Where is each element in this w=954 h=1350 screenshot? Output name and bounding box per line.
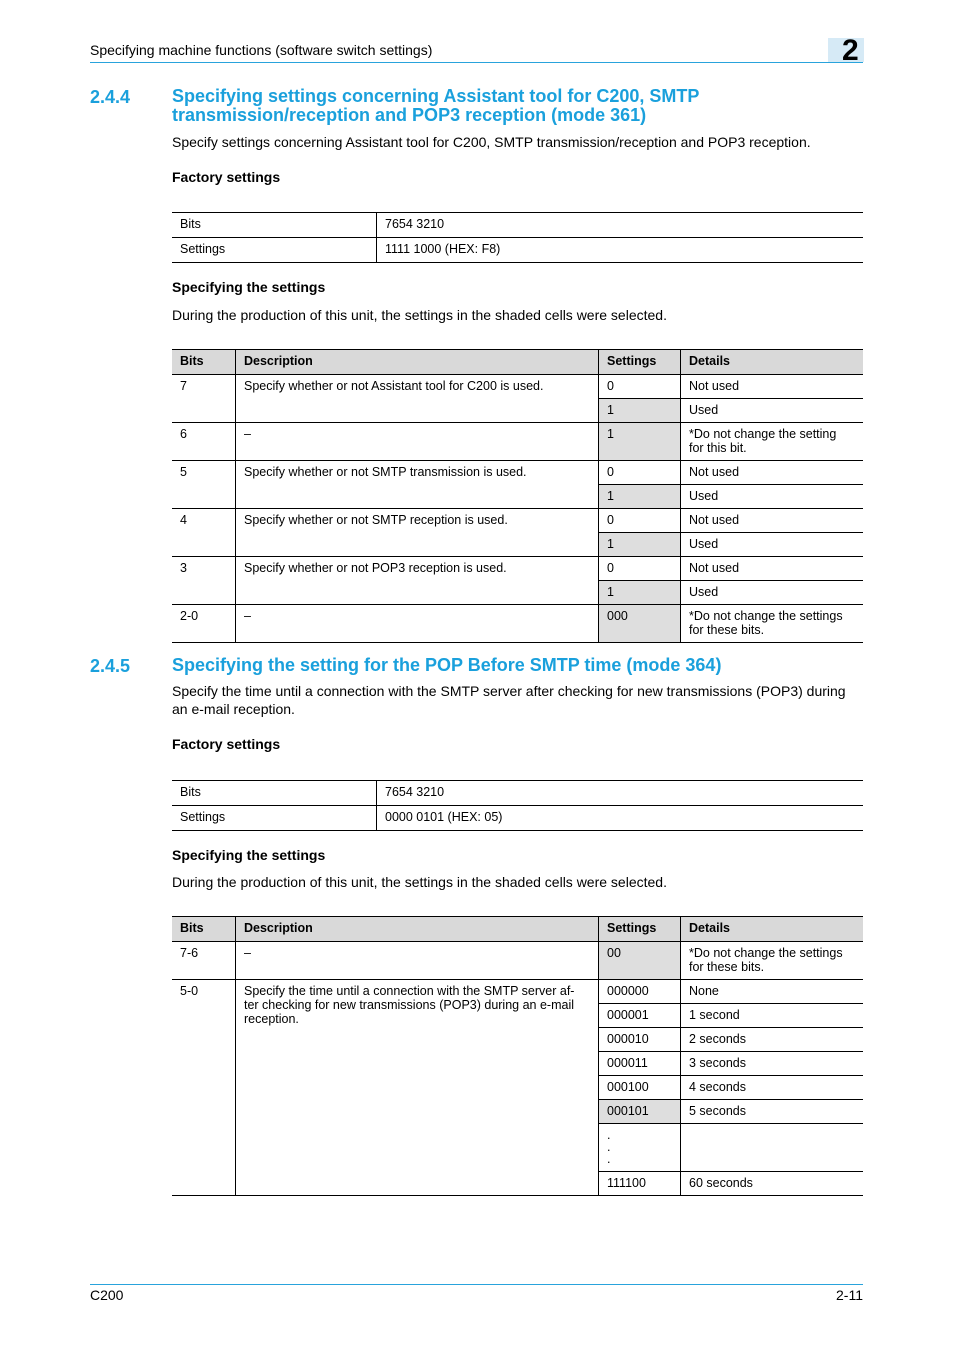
- setting-cell: 0: [599, 375, 681, 399]
- table-cell: 1111 1000 (HEX: F8): [377, 238, 864, 263]
- details-cell: [681, 942, 864, 980]
- details-cell: Used: [681, 581, 864, 605]
- details-line: for these bits.: [689, 623, 765, 637]
- setting-cell-selected: 1: [599, 581, 681, 605]
- details-cell: [681, 423, 864, 461]
- column-header: Description: [236, 350, 599, 375]
- description-cell: Specify whether or not Assistant tool for C200 is used.: [236, 375, 599, 423]
- factory-settings-heading: Factory settings: [172, 736, 281, 752]
- column-header: Settings: [599, 917, 681, 942]
- table-row: [172, 806, 863, 831]
- details-cell: Used: [681, 399, 864, 423]
- description-cell: Specify whether or not POP3 reception is used.: [236, 557, 599, 605]
- details-line: *Do not change the settings: [689, 609, 843, 623]
- description-cell: Specify whether or not SMTP transmission is used.: [236, 461, 599, 509]
- table-row: [172, 605, 863, 643]
- details-line: for these bits.: [689, 960, 765, 974]
- setting-cell: 000001: [599, 1004, 681, 1028]
- table-cell: Bits: [172, 213, 377, 238]
- details-cell: Not used: [681, 509, 864, 533]
- table-cell: Settings: [172, 806, 377, 831]
- setting-cell: 000011: [599, 1052, 681, 1076]
- description-line: reception.: [244, 1012, 299, 1026]
- details-line: *Do not change the setting: [689, 427, 837, 441]
- description-cell: –: [236, 605, 599, 643]
- table-header-row: [172, 917, 863, 942]
- setting-cell-selected: 1: [599, 485, 681, 509]
- description-cell: –: [236, 942, 599, 980]
- settings-table: [172, 916, 863, 1196]
- setting-cell: 0: [599, 557, 681, 581]
- bits-cell: 6: [172, 423, 236, 461]
- setting-cell-selected: 00: [599, 942, 681, 980]
- section-intro: [172, 682, 846, 718]
- bits-cell: 4: [172, 509, 236, 557]
- details-cell: 4 seconds: [681, 1076, 864, 1100]
- setting-cell-ellipsis: [599, 1124, 681, 1172]
- bits-cell: 2-0: [172, 605, 236, 643]
- intro-line: an e-mail reception.: [172, 701, 295, 717]
- column-header: Details: [681, 350, 864, 375]
- intro-line: Specify the time until a connection with the SMTP server after checking for new transmissions (POP3) during: [172, 683, 846, 699]
- description-cell: [236, 980, 599, 1196]
- details-cell: 60 seconds: [681, 1172, 864, 1196]
- setting-cell: 000100: [599, 1076, 681, 1100]
- table-cell: Bits: [172, 781, 377, 806]
- footer-model: C200: [90, 1287, 124, 1303]
- setting-cell-selected: 000: [599, 605, 681, 643]
- footer-page-number: 2-11: [836, 1287, 863, 1303]
- setting-cell: 000000: [599, 980, 681, 1004]
- details-line: for this bit.: [689, 441, 747, 455]
- section-title-line: transmission/reception and POP3 reception (mode 361): [172, 105, 647, 125]
- ellipsis-dot: .: [607, 1152, 611, 1166]
- table-row: [172, 213, 863, 238]
- column-header: Bits: [172, 917, 236, 942]
- setting-cell: 000010: [599, 1028, 681, 1052]
- table-row: [172, 980, 863, 1004]
- section-title-line: Specifying settings concerning Assistant tool for C200, SMTP: [172, 86, 700, 106]
- details-cell: Not used: [681, 375, 864, 399]
- section-title: [172, 87, 699, 125]
- column-header: Description: [236, 917, 599, 942]
- section-number: 2.4.4: [90, 87, 131, 107]
- description-line: Specify the time until a connection with the SMTP server af-: [244, 984, 575, 998]
- ellipsis-dot: .: [607, 1128, 611, 1142]
- specifying-settings-heading: Specifying the settings: [172, 847, 326, 863]
- column-header: Settings: [599, 350, 681, 375]
- bits-cell: 5: [172, 461, 236, 509]
- details-cell: [681, 1124, 864, 1172]
- specifying-settings-heading: Specifying the settings: [172, 279, 326, 295]
- table-row: [172, 557, 863, 581]
- setting-cell-selected: 1: [599, 533, 681, 557]
- factory-settings-table: [172, 780, 863, 831]
- description-line: ter checking for new transmissions (POP3) during an e-mail: [244, 998, 574, 1012]
- table-cell: 7654 3210: [377, 213, 864, 238]
- details-cell: 5 seconds: [681, 1100, 864, 1124]
- setting-cell-selected: 000101: [599, 1100, 681, 1124]
- factory-settings-table: [172, 212, 863, 263]
- details-cell: Used: [681, 485, 864, 509]
- bits-cell: 5-0: [172, 980, 236, 1196]
- footer-rule: [90, 1284, 863, 1285]
- table-header-row: [172, 350, 863, 375]
- section-intro: Specify settings concerning Assistant tool for C200, SMTP transmission/reception and POP3 reception.: [172, 134, 811, 150]
- table-row: [172, 461, 863, 485]
- section-number: 2.4.5: [90, 656, 131, 676]
- setting-cell-selected: 1: [599, 423, 681, 461]
- bits-cell: 7: [172, 375, 236, 423]
- table-cell: 7654 3210: [377, 781, 864, 806]
- settings-table: [172, 349, 863, 643]
- details-cell: 1 second: [681, 1004, 864, 1028]
- table-row: [172, 238, 863, 263]
- details-cell: Not used: [681, 557, 864, 581]
- setting-cell-selected: 1: [599, 399, 681, 423]
- ellipsis-dot: .: [607, 1140, 611, 1154]
- chapter-number: 2: [842, 34, 859, 67]
- setting-cell: 0: [599, 509, 681, 533]
- specifying-settings-text: During the production of this unit, the settings in the shaded cells were selected.: [172, 874, 667, 890]
- factory-settings-heading: Factory settings: [172, 169, 281, 185]
- table-row: [172, 781, 863, 806]
- setting-cell: 0: [599, 461, 681, 485]
- table-row: [172, 509, 863, 533]
- table-cell: 0000 0101 (HEX: 05): [377, 806, 864, 831]
- section-title: Specifying the setting for the POP Before SMTP time (mode 364): [172, 655, 722, 675]
- table-cell: Settings: [172, 238, 377, 263]
- description-cell: –: [236, 423, 599, 461]
- details-line: *Do not change the settings: [689, 946, 843, 960]
- running-header: Specifying machine functions (software switch settings): [90, 42, 433, 58]
- details-cell: [681, 605, 864, 643]
- details-cell: None: [681, 980, 864, 1004]
- details-cell: Used: [681, 533, 864, 557]
- bits-cell: 7-6: [172, 942, 236, 980]
- column-header: Bits: [172, 350, 236, 375]
- table-row: [172, 375, 863, 399]
- setting-cell: 111100: [599, 1172, 681, 1196]
- details-cell: Not used: [681, 461, 864, 485]
- table-row: [172, 423, 863, 461]
- details-cell: 3 seconds: [681, 1052, 864, 1076]
- bits-cell: 3: [172, 557, 236, 605]
- column-header: Details: [681, 917, 864, 942]
- table-row: [172, 942, 863, 980]
- header-rule: [90, 62, 863, 63]
- description-cell: Specify whether or not SMTP reception is used.: [236, 509, 599, 557]
- details-cell: 2 seconds: [681, 1028, 864, 1052]
- specifying-settings-text: During the production of this unit, the settings in the shaded cells were selected.: [172, 307, 667, 323]
